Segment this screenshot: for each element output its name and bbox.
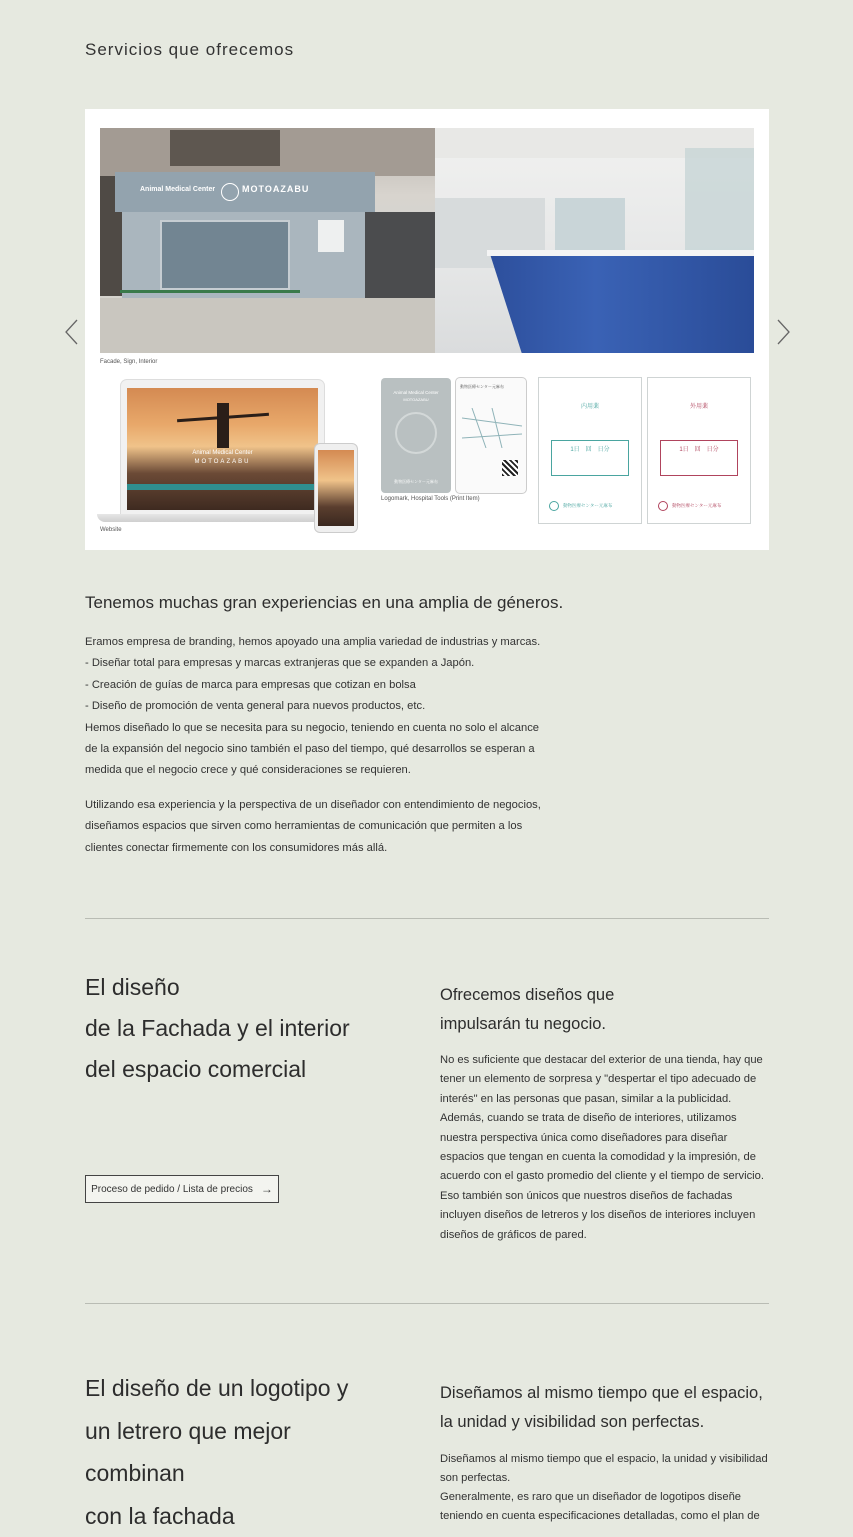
body-line: Diseñamos al mismo tiempo que el espacio, la unidad y visibilidad bbox=[440, 1450, 780, 1469]
title-line: El diseño bbox=[85, 967, 405, 1008]
intro-line: Eramos empresa de branding, hemos apoyado una amplia variedad de industrias y marcas. bbox=[85, 632, 555, 653]
facade-photo bbox=[100, 128, 435, 353]
title-line: combinan bbox=[85, 1452, 415, 1495]
slider-next-arrow-icon[interactable] bbox=[775, 318, 791, 346]
envelope-1-footer: 動物医療センター元麻布 bbox=[563, 503, 612, 509]
body-line: diseños de gráficos de pared. bbox=[440, 1226, 770, 1245]
intro-body bbox=[85, 632, 555, 782]
card-sub-en: MOTOAZABU bbox=[381, 397, 451, 402]
body-line: acuerdo con el gasto promedio del cliente y el tiempo de servicio. bbox=[440, 1167, 770, 1186]
website-mock-line1: Animal Medical Center bbox=[127, 450, 318, 456]
intro-line: - Diseño de promoción de venta general para nuevos productos, etc. bbox=[85, 696, 555, 717]
divider bbox=[85, 918, 769, 919]
envelope-2-footer: 動物医療センター元麻布 bbox=[672, 503, 721, 509]
order-process-label: Proceso de pedido / Lista de precios bbox=[91, 1184, 253, 1195]
section-title: Servicios que ofrecemos bbox=[85, 40, 294, 60]
title-line: con la fachada bbox=[85, 1495, 415, 1537]
intro-body-2 bbox=[85, 795, 555, 859]
interior-photo bbox=[435, 128, 754, 353]
card-title-jp: 動物医療センター元麻布 bbox=[381, 479, 451, 485]
caption-print: Logomark, Hospital Tools (Print Item) bbox=[381, 496, 480, 502]
facade-sign-left: Animal Medical Center bbox=[140, 186, 215, 193]
card-back-title: 動物医療センター元麻布 bbox=[460, 384, 504, 390]
envelope-2-title: 外用薬 bbox=[648, 401, 750, 410]
website-mock-line2: MOTOAZABU bbox=[127, 459, 318, 465]
body-line: Además, cuando se trata de diseño de interiores, utilizamos bbox=[440, 1109, 770, 1128]
logo-section-title bbox=[85, 1367, 415, 1537]
facade-sign-right: MOTOAZABU bbox=[242, 184, 309, 194]
body-line: espacios que tengan en cuenta la comodidad y la impresión, de bbox=[440, 1148, 770, 1167]
intro-line: - Creación de guías de marca para empresas que cotizan en bolsa bbox=[85, 675, 555, 696]
subtitle-line: Ofrecemos diseños que bbox=[440, 981, 770, 1010]
business-card-front bbox=[381, 378, 451, 493]
map-icon bbox=[462, 408, 522, 448]
order-process-button[interactable] bbox=[85, 1175, 279, 1203]
caption-website: Website bbox=[100, 527, 122, 533]
medicine-envelope-internal bbox=[539, 378, 641, 523]
body-line: tener un elemento de sorpresa y "despertar el tipo adecuado de bbox=[440, 1070, 770, 1089]
intro-line: Hemos diseñado lo que se necesita para su negocio, teniendo en cuenta no solo el alcance bbox=[85, 718, 555, 739]
business-card-back bbox=[456, 378, 526, 493]
arrow-right-icon: → bbox=[261, 1182, 273, 1196]
qr-code-icon bbox=[502, 460, 518, 476]
envelope-1-dose: 1日 回 日分 bbox=[551, 444, 629, 453]
title-line: El diseño de un logotipo y bbox=[85, 1367, 415, 1410]
facade-section-title bbox=[85, 967, 405, 1090]
subtitle-line: Diseñamos al mismo tiempo que el espacio, bbox=[440, 1379, 780, 1408]
intro-line: - Diseñar total para empresas y marcas extranjeras que se expanden a Japón. bbox=[85, 653, 555, 674]
portfolio-slider[interactable] bbox=[85, 109, 769, 550]
subtitle-line: la unidad y visibilidad son perfectas. bbox=[440, 1408, 780, 1437]
title-line: del espacio comercial bbox=[85, 1049, 405, 1090]
website-screen bbox=[127, 388, 318, 510]
title-line: un letrero que mejor bbox=[85, 1410, 415, 1453]
body-line: teniendo en cuenta especificaciones detalladas, como el plan de bbox=[440, 1507, 780, 1526]
body-line: incluyen diseños de letreros y los diseños de interiores incluyen bbox=[440, 1206, 770, 1225]
card-logo-icon bbox=[395, 412, 437, 454]
envelope-2-dose: 1日 回 日分 bbox=[660, 444, 738, 453]
medicine-envelope-external bbox=[648, 378, 750, 523]
card-title-en: Animal Medical Center bbox=[381, 390, 451, 395]
facade-logo-icon bbox=[221, 183, 239, 201]
facade-section-subtitle bbox=[440, 981, 770, 1039]
body-line: Eso también son únicos que nuestros diseños de fachadas bbox=[440, 1187, 770, 1206]
caption-facade: Facade, Sign, Interior bbox=[100, 359, 157, 365]
body-line: Generalmente, es raro que un diseñador de logotipos diseñe bbox=[440, 1488, 780, 1507]
logo-section-subtitle bbox=[440, 1379, 780, 1437]
title-line: de la Fachada y el interior bbox=[85, 1008, 405, 1049]
intro-line: Utilizando esa experiencia y la perspectiva de un diseñador con entendimiento de negocios, bbox=[85, 795, 555, 816]
intro-line: clientes conectar firmemente con los consumidores más allá. bbox=[85, 838, 555, 859]
phone-mockup bbox=[315, 444, 357, 532]
body-line: son perfectas. bbox=[440, 1469, 780, 1488]
intro-line: medida que el negocio crece y qué consideraciones se requieren. bbox=[85, 760, 555, 781]
logo-section-body bbox=[440, 1450, 780, 1526]
laptop-base bbox=[97, 514, 321, 522]
intro-heading: Tenemos muchas gran experiencias en una amplia de géneros. bbox=[85, 593, 563, 613]
laptop-mockup bbox=[121, 380, 324, 520]
intro-line: de la expansión del negocio sino también el paso del tiempo, qué desarrollos se esperan a bbox=[85, 739, 555, 760]
slider-prev-arrow-icon[interactable] bbox=[64, 318, 80, 346]
body-line: nuestra perspectiva única como diseñadores para diseñar bbox=[440, 1129, 770, 1148]
intro-line: diseñamos espacios que sirven como herramientas de comunicación que permiten a los bbox=[85, 816, 555, 837]
facade-section-body bbox=[440, 1051, 770, 1245]
body-line: interés" en las personas que pasan, similar a la publicidad. bbox=[440, 1090, 770, 1109]
divider bbox=[85, 1303, 769, 1304]
subtitle-line: impulsarán tu negocio. bbox=[440, 1010, 770, 1039]
body-line: No es suficiente que destacar del exterior de una tienda, hay que bbox=[440, 1051, 770, 1070]
envelope-1-title: 内用薬 bbox=[539, 401, 641, 410]
